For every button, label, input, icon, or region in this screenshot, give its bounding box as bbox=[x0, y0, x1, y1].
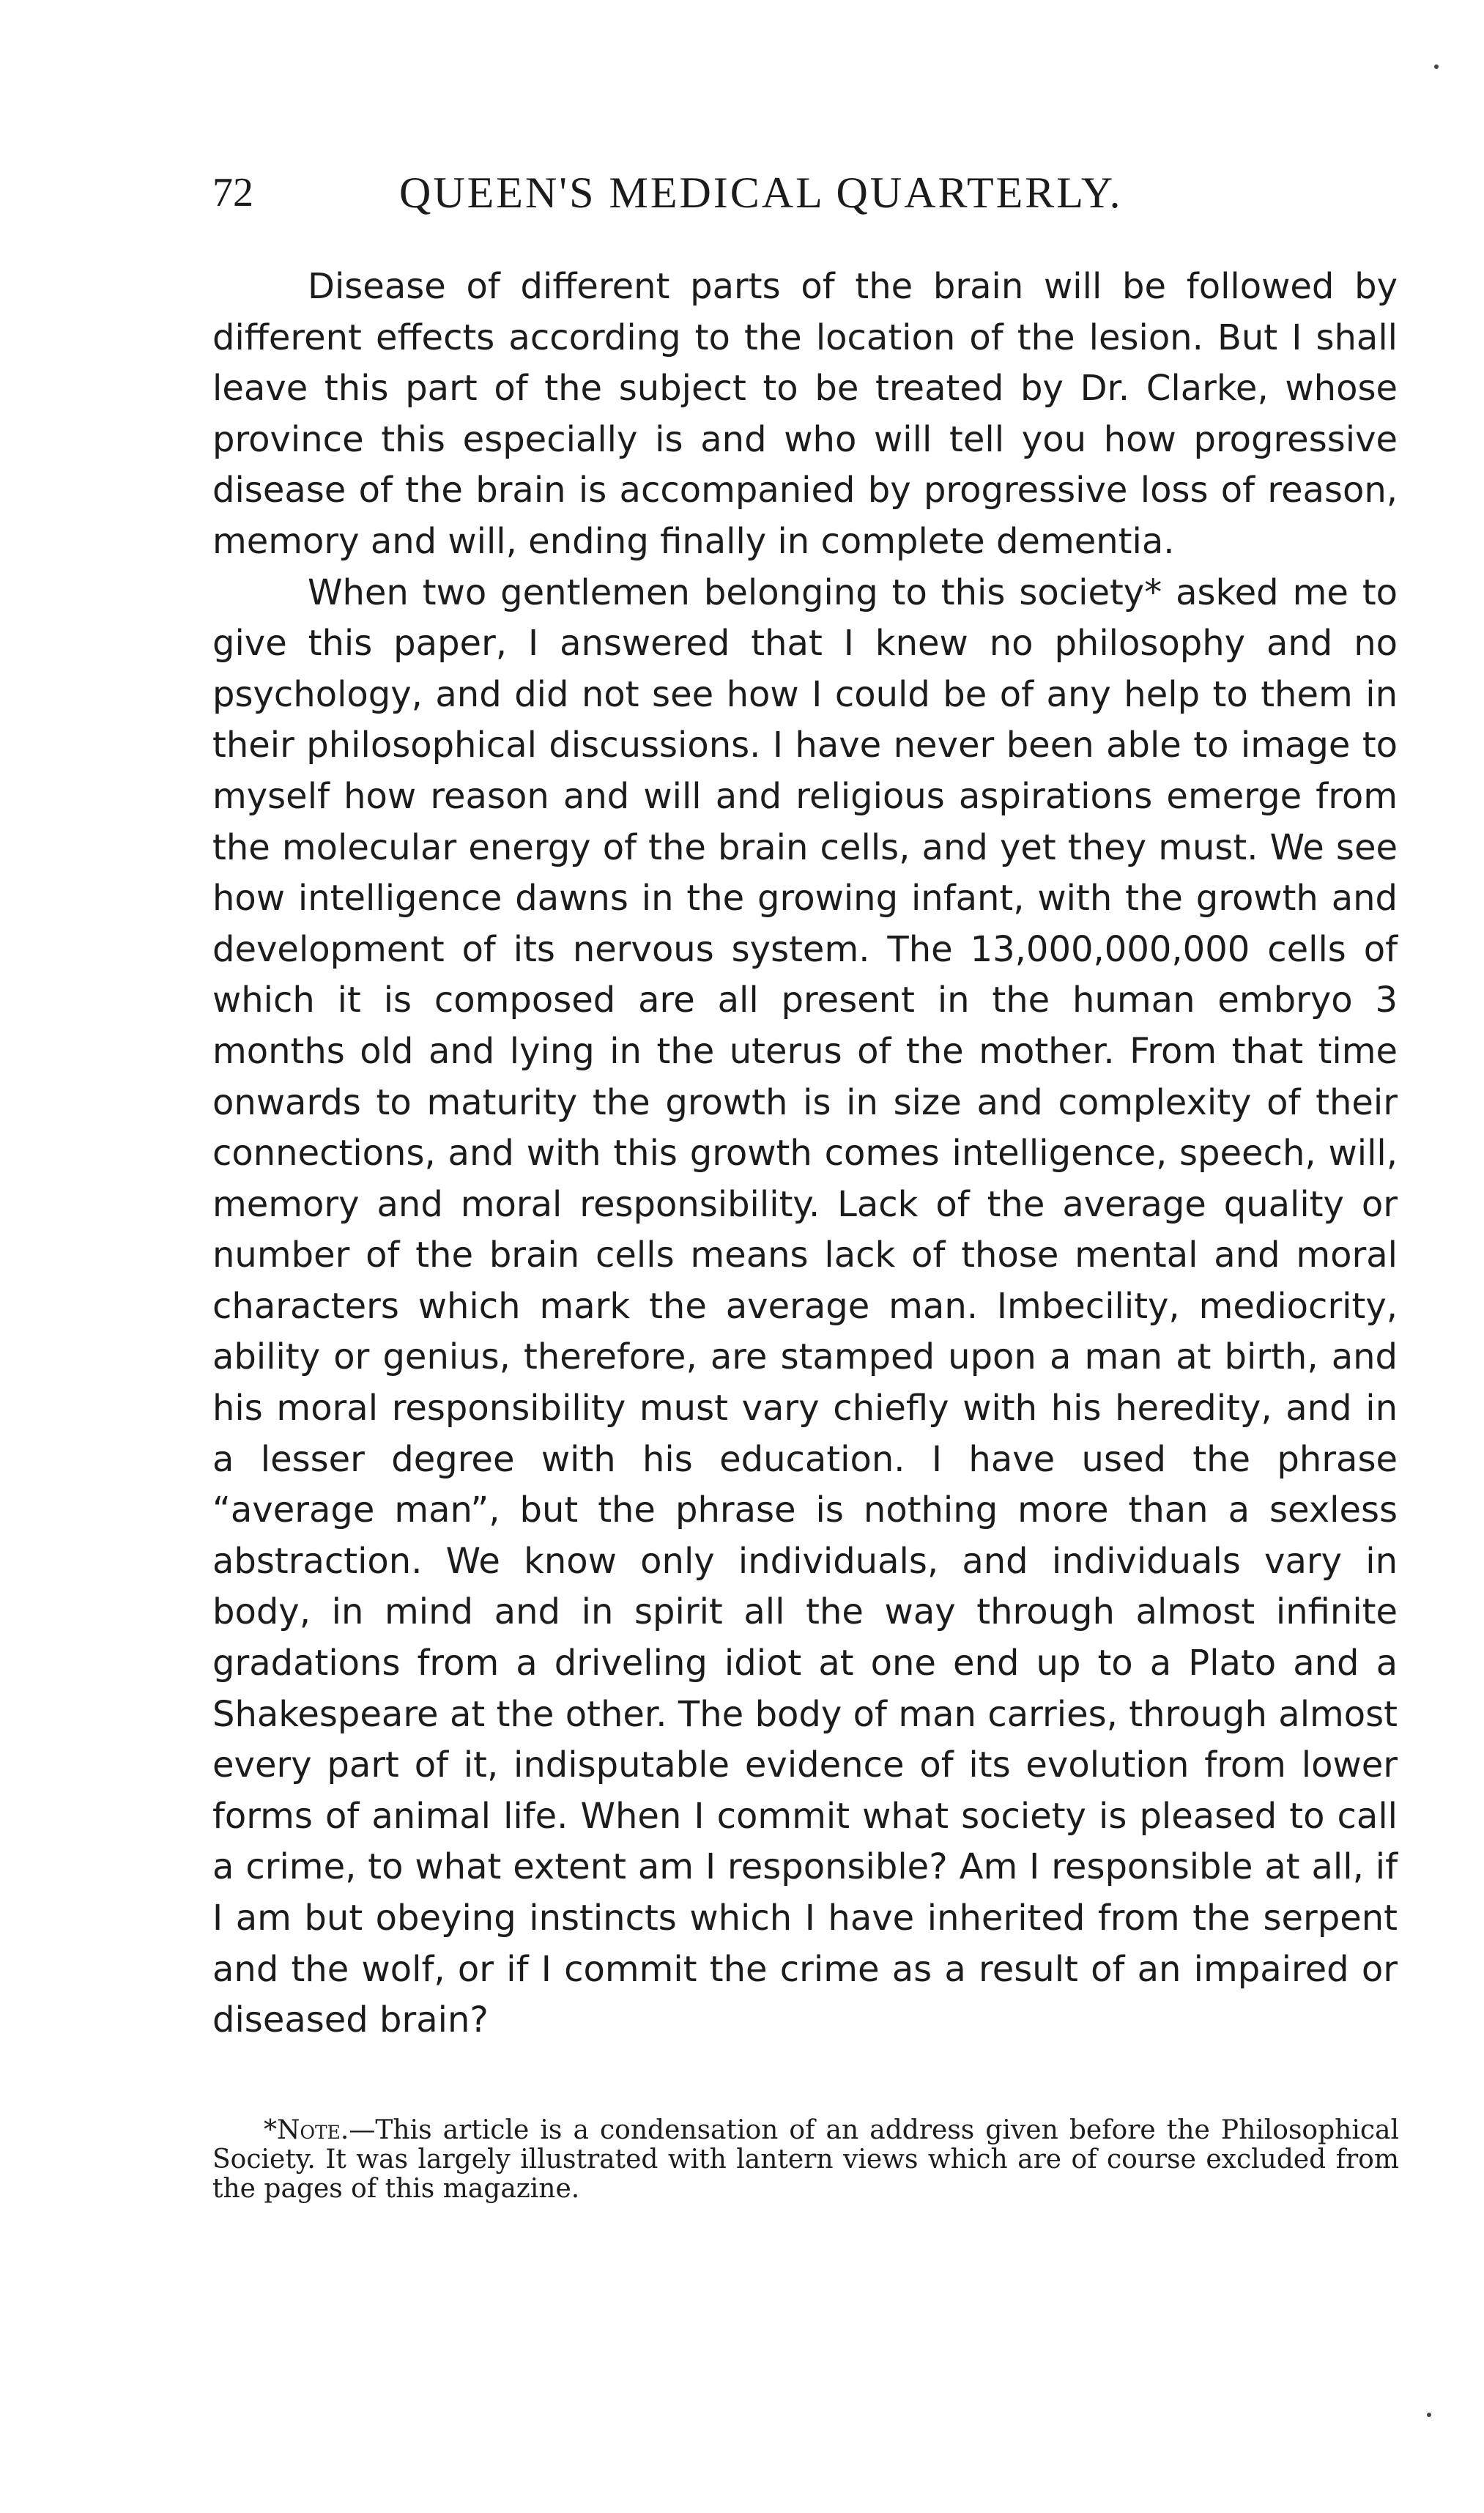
page-number: 72 bbox=[212, 170, 253, 215]
page-header bbox=[212, 167, 1399, 218]
paragraph-2: When two gentlemen belonging to this society* asked me to give this paper, I answered that I knew no philosophy and no psychology, and did not see how I could be of any help to them in their philosophical discussions. I have never been able to image to myself how reason and will and religious aspirations emerge from the molecular energy of the brain cells, and yet they must. We see how intelligence dawns in the growing infant, with the growth and development of its nervous system. The 13,000,000,000 cells of which it is composed are all present in the human embryo 3 months old and lying in the uterus of the mother. From that time onwards to maturity the growth is in size and complexity of their connections, and with this growth comes intelligence, speech, will, memory and moral responsibility. Lack of the average quality or number of the brain cells means lack of those mental and moral characters which mark the average man. Imbecility, mediocrity, ability or genius, therefore, are stamped upon a man at birth, and his moral responsibility must vary chiefly with his heredity, and in a lesser degree with his education. I have used the phrase “average man”, but the phrase is nothing more than a sexless abstraction. We know only individuals, and individuals vary in body, in mind and in spirit all the way through almost infinite gradations from a driveling idiot at one end up to a Plato and a Shakespeare at the other. The body of man carries, through almost every part of it, indisputable evidence of its evolution from lower forms of animal life. When I commit what society is pleased to call a crime, to what extent am I responsible? Am I responsible at all, if I am but obeying instincts which I have inherited from the serpent and the wolf, or if I commit the crime as a result of an impaired or diseased brain? bbox=[212, 571, 1398, 2041]
paper-speck bbox=[1427, 2413, 1431, 2417]
footnote bbox=[212, 2116, 1399, 2204]
footnote-text: —This article is a condensation of an address given before the Philosophical Society. It was largely illustrated with lantern views which are of course excluded from the pages of this magazine. bbox=[212, 2115, 1399, 2204]
footnote-marker: *Note. bbox=[264, 2115, 349, 2145]
paragraph-1: Disease of different parts of the brain will be followed by different effects according to the location of the lesion. But I shall leave this part of the subject to be treated by Dr. Clarke, whose province this especially is and who will tell you how progressive disease of the brain is accompanied by progressive loss of reason, memory and will, ending finally in complete dementia. bbox=[212, 266, 1398, 562]
running-head: QUEEN'S MEDICAL QUARTERLY. bbox=[399, 169, 1123, 217]
paper-speck bbox=[1434, 64, 1439, 69]
article-body bbox=[212, 262, 1398, 2046]
